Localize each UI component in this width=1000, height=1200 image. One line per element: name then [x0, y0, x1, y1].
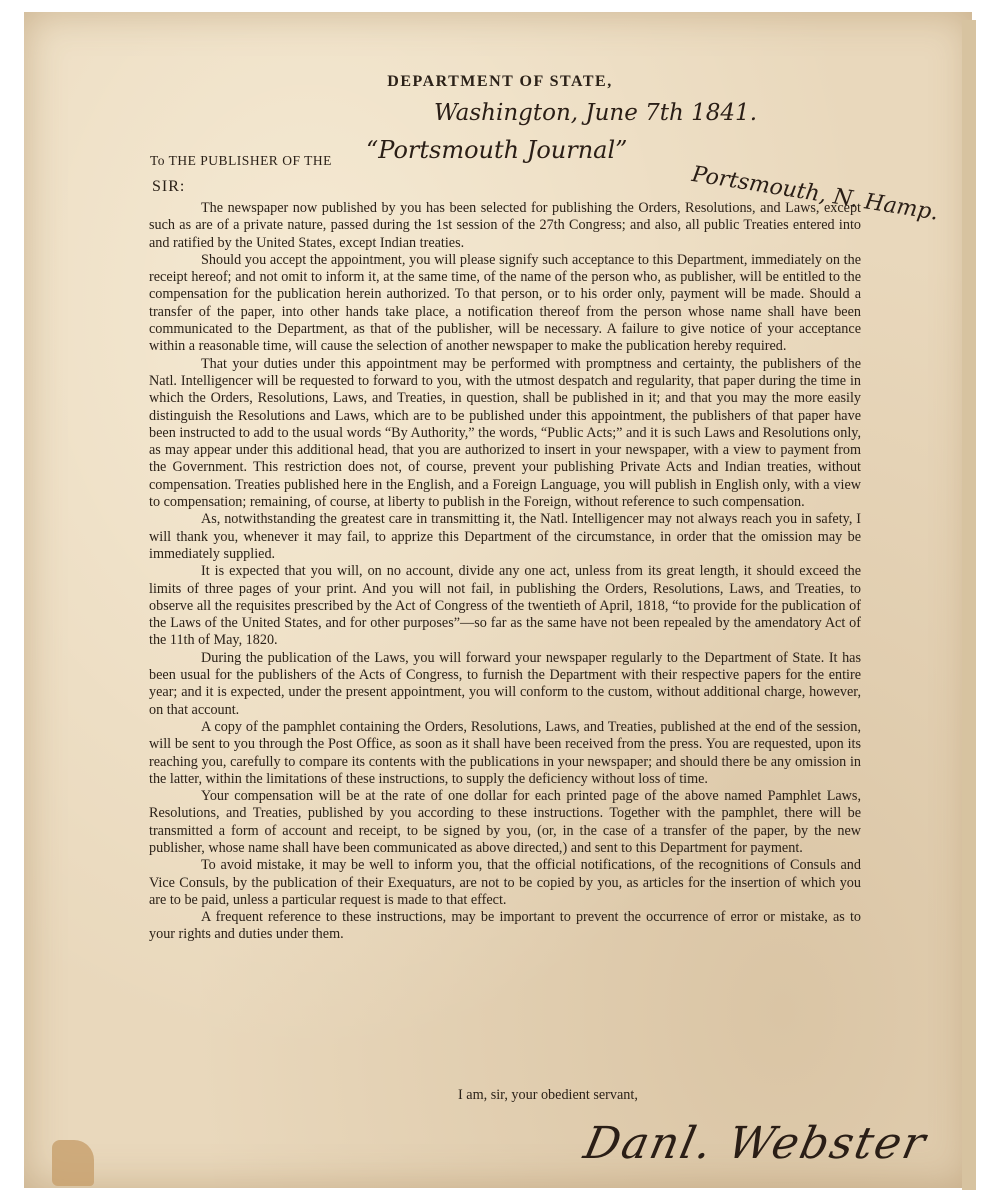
- handwritten-place: Portsmouth, N. Hamp.: [690, 162, 941, 226]
- handwritten-dateline: Washington, June 7th 1841.: [434, 100, 757, 126]
- paragraph-compensation: Your compensation will be at the rate of one dollar for each printed page of the above named Pamphlet Laws, Resolutions, and Treaties, published by you according to these instructions. Together with the pamphlet, there will be transmitted a form of account and receipt, to be signed by you, (or, in the case of a transfer of the paper, by the new publisher, whose name shall have been communicated as above directed,) and sent to this Department for payment.: [149, 788, 861, 856]
- document-title: DEPARTMENT OF STATE,: [387, 73, 613, 90]
- letter-body: [149, 200, 861, 944]
- paragraph-acceptance: Should you accept the appointment, you will please signify such acceptance to this Department, immediately on the receipt hereof; and not omit to inform it, at the same time, of the name of the person who, as publisher, will be entitled to the compensation for the publication herein authorized. To that person, or to his order only, payment will be made. Should a transfer of the paper, into other hands take place, a notification thereof from the person whose name shall have been communicated to the Department, as that of the publisher, will be necessary. A failure to give notice of your acceptance within a reasonable time, will cause the selection of another newspaper to make the publication hereby required.: [149, 251, 861, 355]
- salutation: SIR:: [152, 178, 186, 195]
- paragraph-division: It is expected that you will, on no account, divide any one act, unless from its great length, it should exceed the limits of three pages of your print. And you will not fail, in publishing the Orders, Resolutions, Laws, and Treaties, to observe all the requisites prescribed by the Act of Congress of the twentieth of April, 1818, “to provide for the publication of the Laws of the United States, and for other purposes”—so far as the same have not been repealed by the amendatory Act of the 11th of May, 1820.: [149, 563, 861, 649]
- paragraph-reference: A frequent reference to these instructions, may be important to prevent the occurrence of error or mistake, as to your rights and duties under them.: [149, 909, 861, 943]
- paper-stain-bottom-left: [52, 1140, 94, 1186]
- paper-edge-right: [962, 20, 976, 1190]
- paragraph-transmission: As, notwithstanding the greatest care in transmitting it, the Natl. Intelligencer may not always reach you in safety, I will thank you, whenever it may fail, to apprize this Department of the circumstance, in order that the omission may be immediately supplied.: [149, 511, 861, 562]
- paragraph-duties: That your duties under this appointment may be performed with promptness and certainty, the publishers of the Natl. Intelligencer will be requested to forward to you, with the utmost despatch and regularity, that paper during the time in which the Orders, Resolutions, Laws, and Treaties, in question, shall be published in it; and that you may the more easily distinguish the Resolutions and Laws, which are to be published under this appointment, the publishers of that paper have been instructed to add to the usual words “By Authority,” the words, “Public Acts;” and it is such Laws and Resolutions only, as may appear under this additional head, that you are authorized to insert in your newspaper, with a view to payment from the Government. This restriction does not, of course, prevent your publishing Private Acts and Indian treaties, without compensation. Treaties published here in the English, and a Foreign Language, you will publish in English only, with a view to compensation; remaining, of course, at liberty to publish in the Foreign, without reference to such compensation.: [149, 355, 861, 511]
- closing-line: I am, sir, your obedient servant,: [458, 1087, 638, 1103]
- paragraph-pamphlet: A copy of the pamphlet containing the Orders, Resolutions, Laws, and Treaties, published at the end of the session, will be sent to you through the Post Office, as soon as it shall have been received from the press. You are requested, upon its reaching you, carefully to compare its contents with the publications in your newspaper; and should there be any omission in the latter, within the limitations of these instructions, to supply the deficiency without loss of time.: [149, 718, 861, 787]
- paragraph-consuls: To avoid mistake, it may be well to inform you, that the official notifications, of the recognitions of Consuls and Vice Consuls, by the publication of their Exequaturs, are not to be copied by you, as articles for the insertion of which you are to be paid, unless a particular request is made to that effect.: [149, 857, 861, 908]
- paragraph-forwarding: During the publication of the Laws, you will forward your newspaper regularly to the Department of State. It has been usual for the publishers of the Acts of Congress, to furnish the Department with their respective papers for the entire year; and it is expected, under the present appointment, you will conform to the custom, without additional charge, however, on that account.: [149, 649, 861, 718]
- paragraph-appointment: The newspaper now published by you has been selected for publishing the Orders, Resolutions, and Laws, except such as are of a private nature, passed during the 1st session of the 27th Congress; and also, all public Treaties entered into and ratified by the United States, except Indian treaties.: [149, 200, 861, 251]
- handwritten-newspaper-name: “Portsmouth Journal”: [366, 136, 628, 164]
- signature: Danl. Webster: [579, 1118, 932, 1169]
- addressee-label: To THE PUBLISHER OF THE: [150, 153, 332, 168]
